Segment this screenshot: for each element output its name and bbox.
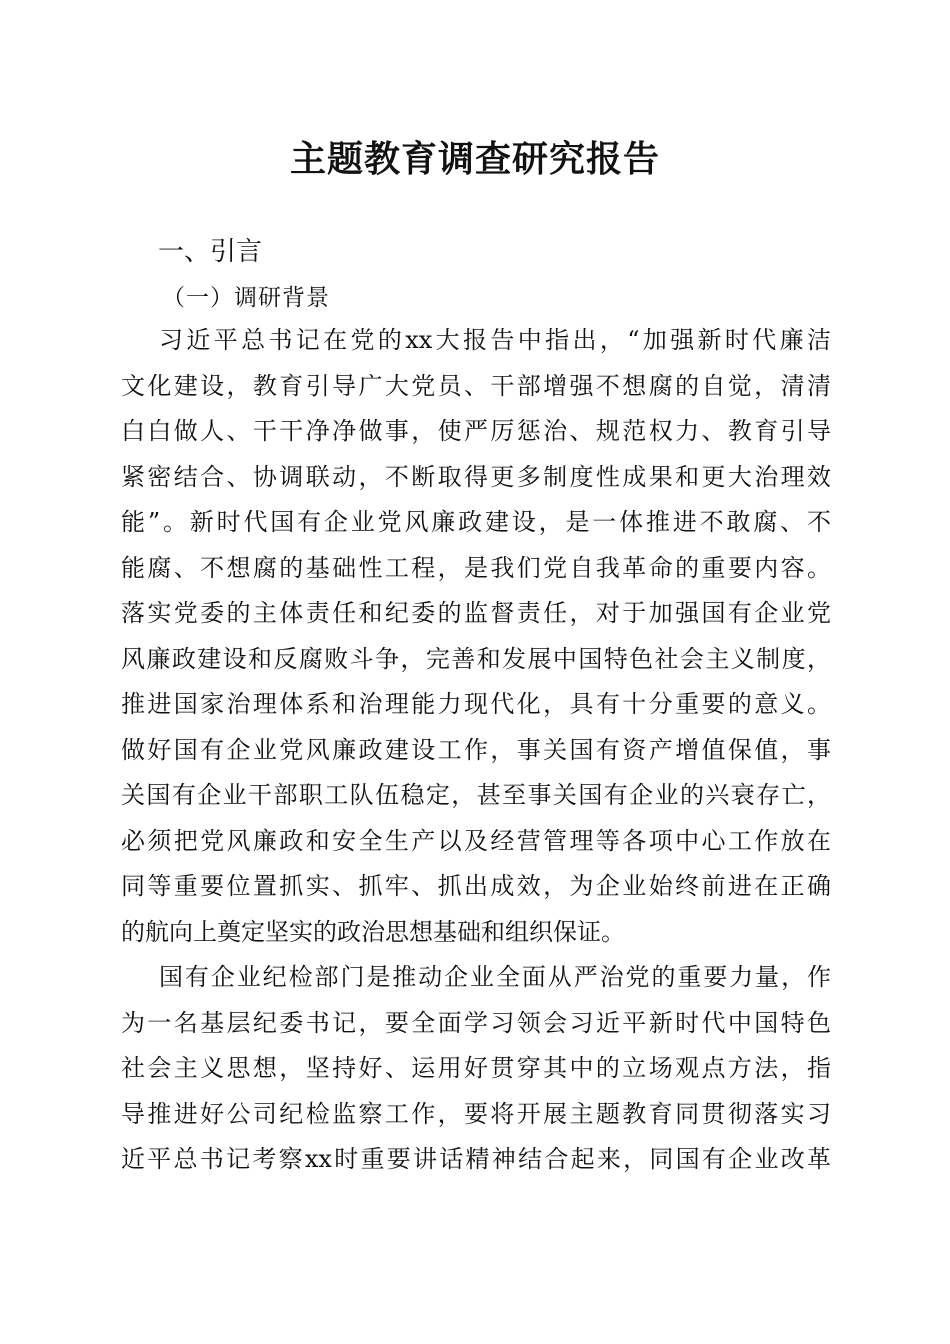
paragraph-line: 关国有企业干部职工队伍稳定，甚至事关国有企业的兴衰存亡， bbox=[121, 781, 831, 809]
paragraph-line: 落实党委的主体责任和纪委的监督责任，对于加强国有企业党 bbox=[121, 599, 831, 627]
paragraph-line: 的航向上奠定坚实的政治思想基础和组织保证。 bbox=[121, 917, 625, 946]
paragraph-research-background bbox=[121, 318, 831, 955]
paragraph-line: 同等重要位置抓实、抓牢、抓出成效，为企业始终前进在正确 bbox=[121, 872, 831, 900]
paragraph-line: 做好国有企业党风廉政建设工作，事关国有资产增值保值，事 bbox=[121, 735, 831, 764]
paragraph-line: 白白做人、干干净净做事，使严厉惩治、规范权力、教育引导 bbox=[121, 417, 831, 445]
paragraph-line: 必须把党风廉政和安全生产以及经营管理等各项中心工作放在 bbox=[121, 826, 831, 855]
document-title: 主题教育调查研究报告 bbox=[289, 138, 660, 180]
paragraph-line: 为一名基层纪委书记，要全面学习领会习近平新时代中国特色 bbox=[121, 1008, 831, 1037]
paragraph-line: 文化建设，教育引导广大党员、干部增强不想腐的自觉，清清 bbox=[121, 371, 831, 400]
paragraph-line: 国有企业纪检部门是推动企业全面从严治党的重要力量，作 bbox=[159, 963, 831, 991]
paragraph-line: 社会主义思想，坚持好、运用好贯穿其中的立场观点方法，指 bbox=[121, 1054, 831, 1082]
section-heading-introduction: 一、引言 bbox=[158, 237, 263, 267]
paragraph-line: 导推进好公司纪检监察工作，要将开展主题教育同贯彻落实习 bbox=[121, 1099, 831, 1128]
paragraph-line: 推进国家治理体系和治理能力现代化，具有十分重要的意义。 bbox=[121, 690, 831, 718]
paragraph-line: 近平总书记考察xx时重要讲话精神结合起来，同国有企业改革 bbox=[121, 1145, 831, 1173]
paragraph-discipline-inspection bbox=[121, 955, 831, 1183]
subsection-heading-research-background: （一）调研背景 bbox=[162, 285, 330, 311]
paragraph-line: 能”。新时代国有企业党风廉政建设，是一体推进不敢腐、不 bbox=[121, 508, 831, 536]
paragraph-line: 风廉政建设和反腐败斗争，完善和发展中国特色社会主义制度， bbox=[121, 644, 831, 673]
paragraph-line: 习近平总书记在党的xx大报告中指出，“加强新时代廉洁 bbox=[159, 326, 831, 354]
paragraph-line: 紧密结合、协调联动，不断取得更多制度性成果和更大治理效 bbox=[121, 462, 831, 491]
paragraph-line: 能腐、不想腐的基础性工程，是我们党自我革命的重要内容。 bbox=[121, 553, 831, 582]
